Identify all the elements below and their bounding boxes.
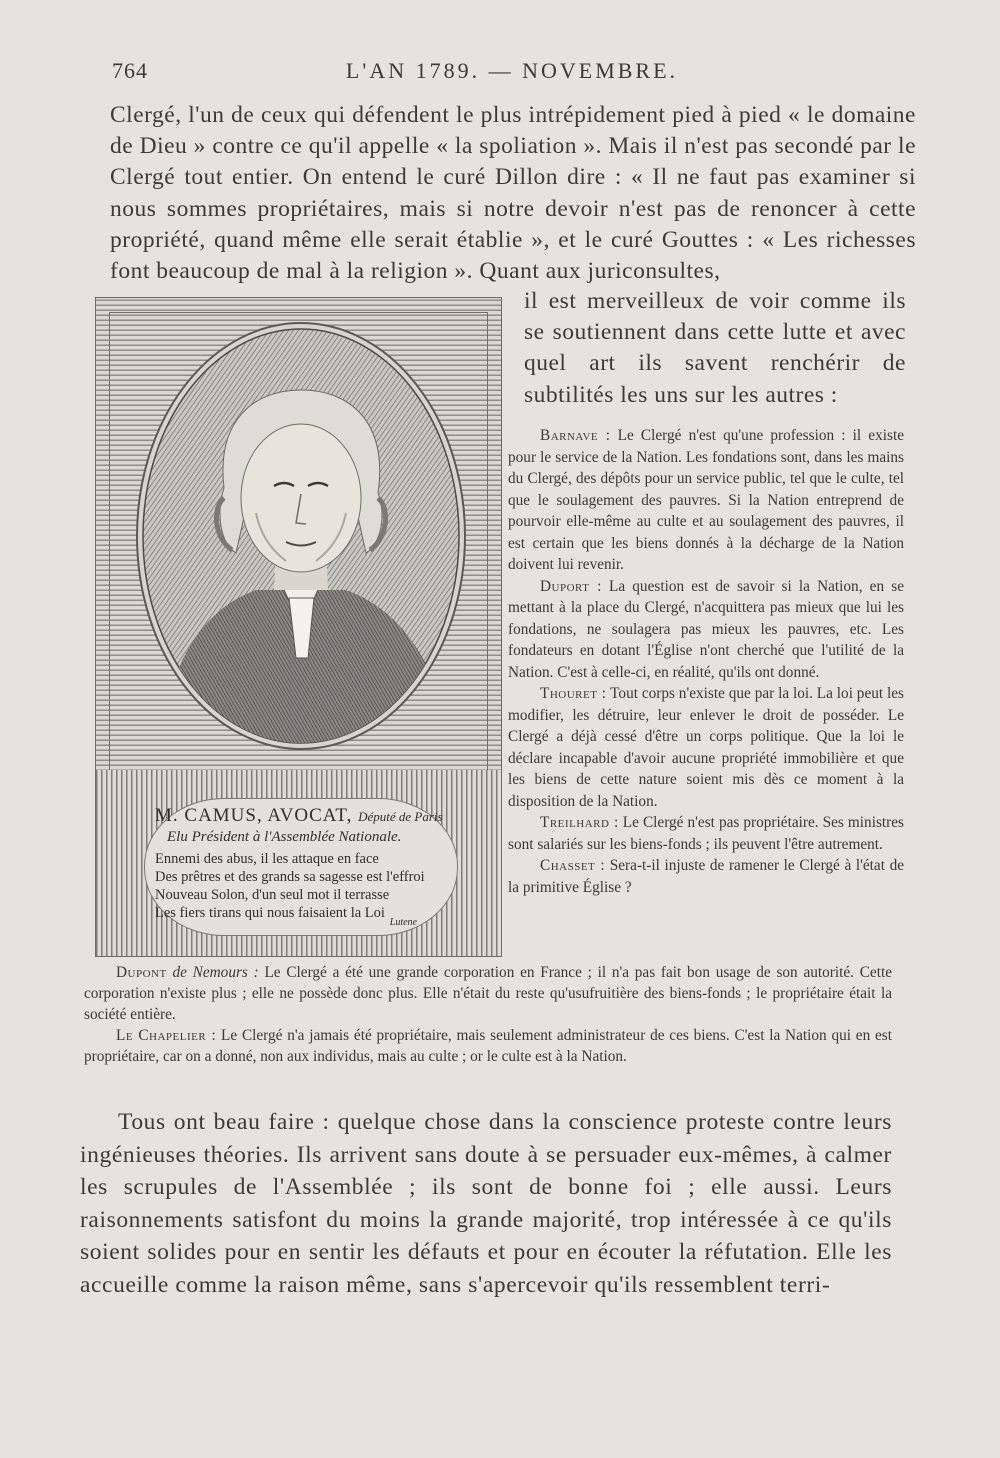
portrait-engraving	[95, 297, 502, 957]
quotes-column	[508, 425, 904, 898]
running-head	[112, 58, 912, 88]
caption-name: M. CAMUS, AVOCAT, Député de Paris	[155, 805, 443, 826]
quotes-full-width	[84, 962, 892, 1067]
quote-paragraph: Dupont de Nemours : Le Clergé a été une grande corporation en France ; il n'a pas fait bon usage de son autorité. Cette corporation n'existe plus ; elle ne possède donc plus. Elle n'était du reste qu'usufruitière des biens-fonds ; le propriétaire était la société entière.	[84, 964, 893, 1023]
caption-verse-line: Ennemi des abus, il les attaque en face	[155, 851, 379, 867]
portrait-caption	[144, 798, 458, 936]
caption-verse-line: Des prêtres et des grands sa sagesse est l'effroi	[155, 869, 425, 885]
quote-paragraph: Le Chapelier : Le Clergé n'a jamais été propriétaire, mais seulement administrateur de ces biens. C'est la Nation qui en est propriétaire, car on a donné, non aux individus, mais au culte ; or le culte est à la Nation.	[84, 1027, 892, 1065]
intro-paragraph: Clergé, l'un de ceux qui défendent le plus intrépidement pied à pied « le domaine de Dieu » contre ce qu'il appelle « la spoliation ». Mais il n'est pas secondé par le Clergé tout entier. On entend le curé Dillon dire : « Il ne faut pas examiner si nous sommes propriétaires, mais si notre devoir n'est pas de renoncer à cette propriété, quand même elle serait établie », et le curé Gouttes : « Les richesses font beaucoup de mal à la religion ». Quant aux juriconsultes,	[110, 102, 916, 285]
portrait-inner-border	[109, 312, 488, 777]
quote-paragraph: Duport : La question est de savoir si la Nation, en se mettant à la place du Clergé, n'acquittera pas mieux que lui les fondations, ne soulagera pas mieux les pauvres, etc. Les fondateurs en dotant l'Église n'ont cherché que l'utilité de la Nation. C'est à celle-ci, en réalité, qu'ils ont donné.	[508, 577, 905, 681]
caption-title-line: Elu Président à l'Assemblée Nationale.	[167, 829, 402, 845]
quote-paragraph: Chasset : Sera-t-il injuste de ramener le Clergé à l'état de la primitive Église ?	[508, 857, 905, 896]
page-number: 764	[112, 58, 148, 83]
quote-paragraph: Barnave : Le Clergé n'est qu'une profession : il existe pour le service de la Nation. Les fondations sont, dans les mains du Clergé, des dépôts pour un service public, tel que le culte, tel que le soulagement des pauvres. Si la Nation entreprend de pourvoir elle-même au culte et au soulagement des pauvres, il est certain que les biens donnés à la décharge de la Nation doivent lui revenir.	[508, 427, 904, 573]
quote-paragraph: Treilhard : Le Clergé n'est pas propriétaire. Ses ministres sont salariés sur les biens-fonds ; ils peuvent l'être autrement.	[508, 814, 904, 853]
speaker-name: Barnave :	[540, 427, 611, 444]
portrait-caption-band	[96, 770, 501, 956]
speaker-name: Le Chapelier :	[116, 1027, 217, 1044]
engraver-signature: Lutene	[389, 917, 417, 928]
caption-verse-line: Nouveau Solon, d'un seul mot il terrasse	[155, 887, 390, 903]
speaker-name: Dupont	[116, 964, 167, 981]
running-title: L'AN 1789. — NOVEMBRE.	[345, 58, 679, 83]
speaker-name: Treilhard :	[540, 814, 619, 831]
speaker-name: Thouret :	[540, 685, 607, 702]
closing-paragraph: Tous ont beau faire : quelque chose dans la conscience proteste contre leurs ingénieuses théories. Ils arrivent sans doute à se persuader eux-mêmes, à calmer les scrupules de l'Assemblée ; ils sont de bonne foi ; elle aussi. Leurs raisonnements satisfont du moins la grande majorité, trop intéressée à ce qu'ils soient solides pour en sentir les défauts et pour en écouter la réfutation. Elle les accueille comme la raison même, sans s'apercevoir qu'ils ressemblent terri-	[80, 1109, 892, 1298]
intro-paragraph-continued: il est merveilleux de voir comme ils se soutiennent dans cette lutte et avec quel art ils savent renchérir de subtilités les uns sur les autres :	[524, 288, 906, 408]
quote-paragraph: Thouret : Tout corps n'existe que par la loi. La loi peut les modifier, les détruire, leur enlever le droit de posséder. Le Clergé a déjà cessé d'être un corps politique. Que la loi le déclare incapable d'avoir aucune propriété immobilière et que les biens de cette nature soient mis dès ce moment à la disposition de la Nation.	[508, 685, 904, 810]
speaker-name: Chasset :	[540, 857, 606, 874]
speaker-name: Duport :	[540, 577, 602, 595]
caption-verse-line: Les fiers tirans qui nous faisaient la Loi	[155, 905, 385, 921]
